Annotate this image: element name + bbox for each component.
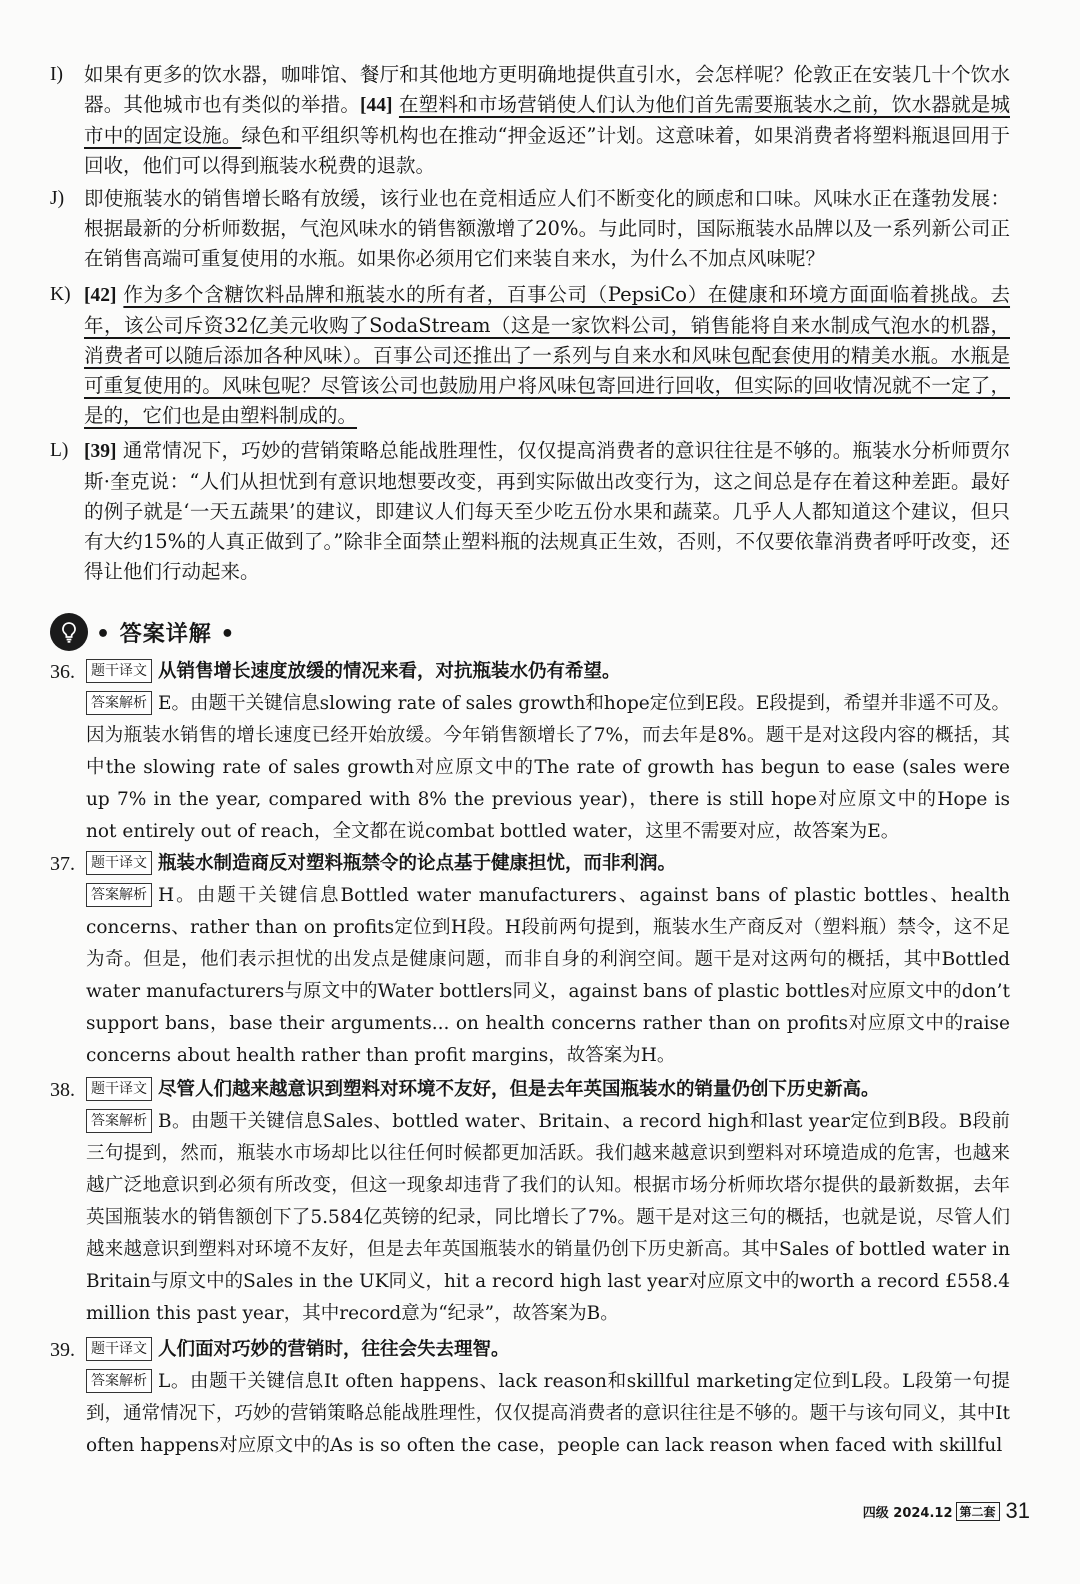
paragraph-label: L) xyxy=(50,440,69,461)
question-stem: 从销售增长速度放缓的情况来看，对抗瓶装水仍有希望。 xyxy=(158,661,621,682)
question-number: 36. xyxy=(50,661,75,683)
question-stem: 人们面对巧妙的营销时，往往会失去理智。 xyxy=(158,1339,510,1360)
question-36 xyxy=(50,656,1010,848)
paragraph-j xyxy=(50,184,1010,274)
analysis-tag: 答案解析 xyxy=(86,1109,152,1133)
page-number: 31 xyxy=(1005,1498,1030,1523)
question-number: 39. xyxy=(50,1339,75,1361)
paragraph-text: 通常情况下，巧妙的营销策略总能战胜理性，仅仅提高消费者的意识往往是不够的。瓶装水分析师贾尔斯·奎克说：“人们从担忧到有意识地想要改变，再到实际做出改变行为，这之间总是存在着这种差距。最好的例子就是‘一天五蔬果’的建议，即建议人们每天至少吃五份水果和蔬菜。几乎人人都知道这个建议，但只有大约15%的人真正做到了。”除非全面禁止塑料瓶的法规真正生效，否则，不仅要依靠消费者呼吁改变，还得让他们行动起来。 xyxy=(84,439,1010,583)
issue-label: 四级 2024.12 xyxy=(862,1505,953,1521)
paragraph-k xyxy=(50,280,1010,431)
answer-analysis: L。由题干关键信息It often happens、lack reason和skillful marketing定位到L段。L段第一句提到，通常情况下，巧妙的营销策略总能战胜理性，仅仅提高消费者的意识往往是不够的。题干与该句同义，其中It often happens对应原文中的As is so often the case，people can lack reason when faced with skillful xyxy=(86,1371,1010,1456)
section-header xyxy=(50,612,235,652)
answer-analysis: E。由题干关键信息slowing rate of sales growth和hope定位到E段。E段提到，希望并非遥不可及。因为瓶装水销售的增长速度已经开始放缓。今年销售额增长了7%，而去年是8%。题干是对这段内容的概括，其中the slowing rate of sales growth对应原文中的The rate of growth has begun to ease (sales were up 7% in the year, compared with 8% the previous year)，there is still hope对应原文中的Hope is not entirely out of reach，全文都在说combat bottled water，这里不需要对应，故答案为E。 xyxy=(86,693,1010,842)
stem-tag: 题干译文 xyxy=(86,1337,152,1361)
paragraph-l xyxy=(50,436,1010,587)
question-39 xyxy=(50,1334,1010,1462)
paragraph-label: I) xyxy=(50,64,63,85)
answer-analysis: H。由题干关键信息Bottled water manufacturers、against bans of plastic bottles、health concerns、rather than on profits定位到H段。H段前两句提到，瓶装水生产商反对（塑料瓶）禁令，这不足为奇。但是，他们表示担忧的出发点是健康问题，而非自身的利润空间。题干是对这两句的概括，其中Bottled water manufacturers与原文中的Water bottlers同义，against bans of plastic bottles对应原文中的don’t support bans，base their arguments... on health concerns rather than on profits对应原文中的raise concerns about health rather than profit margins，故答案为H。 xyxy=(86,885,1010,1066)
paragraph-i xyxy=(50,60,1010,181)
answer-analysis: B。由题干关键信息Sales、bottled water、Britain、a record high和last year定位到B段。B段前三句提到，然而，瓶装水市场却比以往任何时候都更加活跃。我们越来越意识到塑料对环境造成的危害，也越来越广泛地意识到必须有所改变，但这一现象却违背了我们的认知。根据市场分析师坎塔尔提供的最新数据，去年英国瓶装水的销售额创下了5.584亿英镑的纪录，同比增长了7%。题干是对这三句的概括，也就是说，尽管人们越来越意识到塑料对环境不友好，但是去年英国瓶装水的销量仍创下历史新高。其中Sales of bottled water in Britain与原文中的Sales in the UK同义，hit a record high last year对应原文中的worth a record £558.4 million this past year，其中record意为“纪录”，故答案为B。 xyxy=(86,1111,1010,1324)
question-37 xyxy=(50,848,1010,1072)
lightbulb-icon xyxy=(50,613,88,651)
volume-label: 第二套 xyxy=(956,1502,1000,1521)
question-38 xyxy=(50,1074,1010,1330)
analysis-tag: 答案解析 xyxy=(86,1369,152,1393)
stem-tag: 题干译文 xyxy=(86,1077,152,1101)
question-number: 38. xyxy=(50,1079,75,1101)
question-ref: [42] xyxy=(84,285,117,306)
paragraph-text: 即使瓶装水的销售增长略有放缓，该行业也在竞相适应人们不断变化的顾虑和口味。风味水正在蓬勃发展：根据最新的分析师数据，气泡风味水的销售额激增了20%。与此同时，国际瓶装水品牌以及一系列新公司正在销售高端可重复使用的水瓶。如果你必须用它们来装自来水，为什么不加点风味呢？ xyxy=(84,187,1010,270)
paragraph-label: K) xyxy=(50,284,71,305)
question-number: 37. xyxy=(50,853,75,875)
question-stem: 瓶装水制造商反对塑料瓶禁令的论点基于健康担忧，而非利润。 xyxy=(158,853,677,874)
underlined-text: 作为多个含糖饮料品牌和瓶装水的所有者，百事公司（PepsiCo）在健康和环境方面面临着挑战。去年，该公司斥资32亿美元收购了SodaStream（这是一家饮料公司，销售能将自来水制成气泡水的机器，消费者可以随后添加各种风味）。百事公司还推出了一系列与自来水和风味包配套使用的精美水瓶。水瓶是可重复使用的。风味包呢？尽管该公司也鼓励用户将风味包寄回进行回收，但实际的回收情况就不一定了，是的，它们也是由塑料制成的。 xyxy=(84,283,1011,427)
analysis-tag: 答案解析 xyxy=(86,691,152,715)
question-ref: [44] xyxy=(360,95,393,116)
stem-tag: 题干译文 xyxy=(86,851,152,875)
analysis-tag: 答案解析 xyxy=(86,883,152,907)
paragraph-text: 绿色和平组织等机构也在推动“押金返还”计划。这意味着，如果消费者将塑料瓶退回用于回收，他们可以得到瓶装水税费的退款。 xyxy=(84,124,1010,177)
question-ref: [39] xyxy=(84,441,117,462)
page-footer xyxy=(863,1498,1030,1524)
paragraph-label: J) xyxy=(50,188,65,209)
stem-tag: 题干译文 xyxy=(86,659,152,683)
section-title: • 答案详解 • xyxy=(96,621,236,647)
question-stem: 尽管人们越来越意识到塑料对环境不友好，但是去年英国瓶装水的销量仍创下历史新高。 xyxy=(158,1079,880,1100)
underlined-text: 在塑料和市场营销使人们认为他们首先需要瓶装水之前，饮水器就是城市中的固定设施。 xyxy=(84,93,1010,147)
paragraph-text: 如果有更多的饮水器，咖啡馆、餐厅和其他地方更明确地提供直引水，会怎样呢？伦敦正在安装几十个饮水器。其他城市也有类似的举措。 xyxy=(84,63,1010,116)
